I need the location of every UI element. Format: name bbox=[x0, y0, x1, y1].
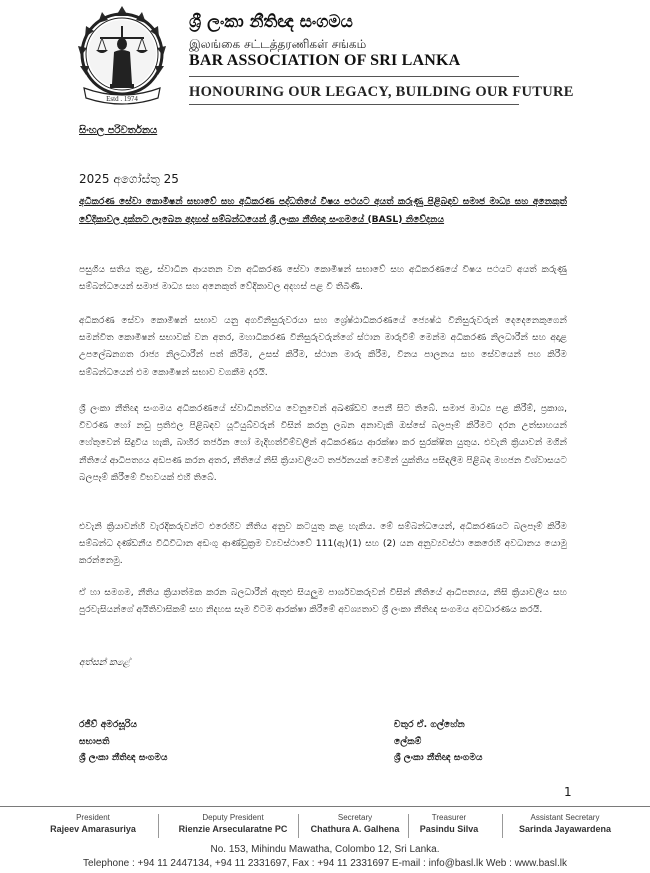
officer-secretary bbox=[300, 812, 410, 835]
paragraph: එවැනි ක්‍රියාවන්හි වැරදිකරුවන්ට එරෙහිව නීතිය අනුව කටයුතු කළ හැකිය. මේ සම්බන්ධයෙන්, අධිකරණයට බලපෑම් කිරීම සම්බන්ධ දණ්ඩනීය විධිවිධාන අඩංගු ආණ්ඩුක්‍රම ව්‍යවස්ථාවේ 111(ඇ)(1) සහ (2) යන අනුව්‍යවස්ථා කෙරෙහි අවධානය යොමු කරන්නෙමු. bbox=[79, 521, 567, 567]
page-number: 1 bbox=[564, 785, 572, 799]
signatory-org: ශ්‍රී ලංකා නීතිඥ සංගමය bbox=[79, 752, 168, 763]
letter-subject: අධිකරණ සේවා කොමිෂන් සභාවේ සහ අධිකරණ පද්ධතියේ විෂය පථයට අයත් කරුණු පිළිබඳව සමාජ මාධ්‍ය සහ අනෙකුත් වේදිකාවල දක්නට ලැබෙන අදහස් සම්බන්ධයෙන් ශ්‍රී ලංකා නීතිඥ සංගමයේ (BASL) නිවේදනය bbox=[79, 196, 567, 225]
signoff: අත්සන් කළේ bbox=[79, 657, 130, 668]
signatory-title: සභාපති bbox=[79, 735, 110, 747]
footer-address: No. 153, Mihindu Mawatha, Colombo 12, Sri Lanka. bbox=[210, 844, 440, 855]
letter-date: 2025 අගෝස්තු 25 bbox=[79, 172, 179, 186]
org-name-sinhala: ශ්‍රී ලංකා නීතිඥ සංගමය bbox=[189, 12, 353, 32]
translation-label: සිංහල පරිවර්තනය bbox=[79, 125, 158, 136]
officer-president bbox=[38, 812, 148, 835]
signatory-block bbox=[394, 717, 483, 767]
officer-deputy-president bbox=[168, 812, 298, 835]
estd-label: Estd . 1974 bbox=[106, 95, 138, 103]
footer-contact: Telephone : +94 11 2447134, +94 11 2331697, Fax : +94 11 2331697 E-mail : info@basl.lk Web : www.basl.lk bbox=[83, 858, 567, 869]
officer-name: Rajeev Amarasuriya bbox=[50, 824, 136, 834]
basl-emblem-icon bbox=[72, 4, 172, 112]
footer-divider bbox=[0, 806, 650, 807]
officer-role: Assistant Secretary bbox=[530, 813, 600, 822]
paragraph: ශ්‍රී ලංකා නීතිඥ සංගමය අධිකරණයේ ස්වාධීනත්වය වෙනුවෙන් අඛණ්ඩව පෙනී සිට තිබේ. සමාජ මාධ්‍ය පළ කිරීම්, ප්‍රකාශ, විවරණ හෝ නඩු ප්‍රතිඵල පිළිබඳව යූටියුබ්වරුන් විසින් කරනු ලබන අනාවැකි ඔස්සේ බලපෑම් කිරීමට දරන උත්සාහයන් හේතුවෙන් සිදුවිය හැකි, බාහිර තර්ජන හෝ මැදිහත්වීම්වලින් අධිකරණය ආරක්ෂා කර සුරක්ෂිත යුතුය. එවැනි ක්‍රියාවන් මගින් නීතියේ ආධිපත්‍යය අඩපණ කරන අතර, නීතියේ නිසි ක්‍රියාවලියට තර්ජනයක් වෙමින් යුක්තිය පසිඳලීම පිළිබඳ මහජන විශ්වාසයට බලපෑම් කිරීමේ විභවයක් එහි තිබේ. bbox=[79, 403, 567, 483]
divider bbox=[189, 104, 519, 105]
signatory-org: ශ්‍රී ලංකා නීතිඥ සංගමය bbox=[394, 752, 483, 763]
paragraph: ඒ හා සමගම, නීතිය ක්‍රියාත්මක කරන බලධාරීන් ඇතුළු සියලුම පාර්ශවකරුවන් විසින් නීතියේ ආධිපත්‍යය, නිසි ක්‍රියාවලිය සහ පුරවැසියන්ගේ අයිතිවාසිකම් සහ නිදහස සෑම විටම ආරක්ෂා කිරීමේ අවශ්‍යතාව ශ්‍රී ලංකා නීතිඥ සංගමය අවධාරණය කරයි. bbox=[79, 587, 567, 616]
paragraph: අධිකරණ සේවා කොමිෂන් සභාව යනු අගවිනිසුරුවරයා සහ ශ්‍රේෂ්ඨාධිකරණයේ ජ්‍යෙෂ්ඨ විනිසුරුවරුන් දෙදෙනෙකුගෙන් සමන්විත කොමිෂන් සභාවක් වන අතර, මහාධිකරණ විනිසුරුවරුන්ගේ ස්ථාන මාරුවීම් මෙන්ම අධිකරණ නිලධාරීන් සහ අදාළ උපලේඛනගත රාජ්‍ය නිලධාරීන් පත් කිරීම, උසස් කිරීම, ස්ථාන මාරු කිරීම, විනය පාලනය සහ සේවයෙන් පහ කිරීම සම්බන්ධයෙන් එම කොමිෂන් සභාව වගකීම දරයි. bbox=[79, 315, 567, 378]
officer-separator bbox=[502, 814, 503, 838]
paragraph: පසුගිය සතිය තුළ, ස්වාධීන ආයතන වන අධිකරණ සේවා කොමිෂන් සභාවේ සහ අධිකරණයේ විෂය පථයට අයත් කරුණු සම්බන්ධයෙන් සමාජ මාධ්‍ය සහ අනෙකුත් වේදිකාවල අදහස් පළ වී තිබිණි. bbox=[79, 264, 567, 293]
org-name-english: BAR ASSOCIATION OF SRI LANKA bbox=[189, 52, 461, 69]
officer-name: Pasindu Silva bbox=[419, 824, 479, 834]
officer-separator bbox=[298, 814, 299, 838]
officer-treasurer bbox=[404, 812, 494, 835]
signatory-name: චතුර ඒ. ගල්හේන bbox=[394, 719, 465, 730]
motto: HONOURING OUR LEGACY, BUILDING OUR FUTURE bbox=[189, 84, 574, 100]
signatory-block bbox=[79, 717, 168, 767]
officer-name: Sarinda Jayawardena bbox=[518, 824, 612, 834]
org-name-tamil: இலங்கை சட்டத்தரணிகள் சங்கம் bbox=[189, 37, 367, 51]
officer-list bbox=[0, 812, 650, 840]
signatory-title: ලේකම් bbox=[394, 735, 422, 747]
signatory-name: රජීව් අමරසූරිය bbox=[79, 719, 138, 730]
officer-role: Treasurer bbox=[431, 813, 467, 822]
officer-role: Secretary bbox=[337, 813, 373, 822]
officer-role: President bbox=[76, 813, 110, 822]
officer-name: Chathura A. Galhena bbox=[310, 824, 400, 834]
officer-separator bbox=[158, 814, 159, 838]
officer-name: Rienzie Arsecularatne PC bbox=[178, 824, 288, 834]
divider bbox=[189, 76, 519, 77]
officer-role: Deputy President bbox=[202, 813, 264, 822]
officer-assistant-secretary bbox=[505, 812, 625, 835]
